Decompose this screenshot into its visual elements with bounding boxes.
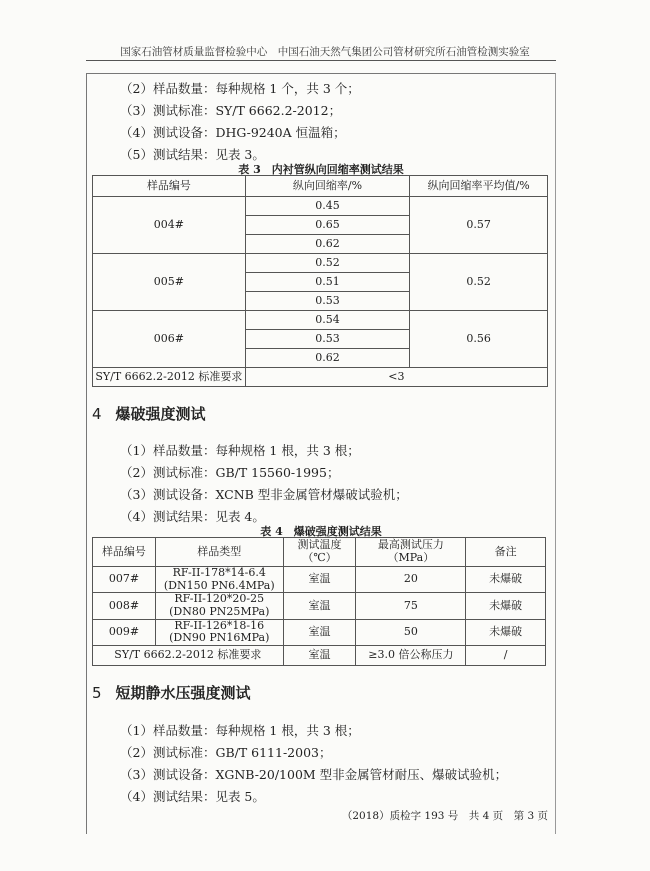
cell: [155, 593, 283, 619]
section-number: 5: [92, 684, 102, 702]
cell: 0.53: [245, 330, 410, 349]
section-title: 爆破强度测试: [115, 405, 206, 423]
sample-id: 006#: [93, 311, 246, 368]
cell: /: [466, 645, 546, 665]
cell: 室温: [283, 619, 356, 645]
th: 样品编号: [93, 176, 246, 197]
cell: 009#: [93, 619, 156, 645]
cell: 室温: [283, 593, 356, 619]
type-line: (DN80 PN25MPa): [169, 604, 270, 618]
cell: 未爆破: [466, 567, 546, 593]
cell: 0.53: [245, 292, 410, 311]
avg: 0.52: [410, 254, 548, 311]
cell: 室温: [283, 567, 356, 593]
standard-label: SY/T 6662.2-2012 标准要求: [93, 645, 284, 665]
cell: 0.52: [245, 254, 410, 273]
cell: 0.65: [245, 216, 410, 235]
cell: 20: [356, 567, 466, 593]
cell: 008#: [93, 593, 156, 619]
section-4-heading: [92, 403, 206, 424]
page-footer: （2018）质检字 193 号 共 4 页 第 3 页: [341, 810, 548, 822]
cell: 007#: [93, 567, 156, 593]
cell: 50: [356, 619, 466, 645]
th-unit: （MPa）: [387, 551, 435, 564]
section-5-heading: [92, 682, 251, 703]
th-line: 最高测试压力: [377, 538, 444, 552]
cell: 未爆破: [466, 593, 546, 619]
type-line: RF-II-120*20-25: [174, 592, 265, 606]
th-line: 测试温度: [297, 538, 342, 552]
th: 纵向回缩率/%: [245, 176, 410, 197]
sample-id: 004#: [93, 197, 246, 254]
list-item: （4）测试结果：见表 4。: [120, 509, 265, 524]
th-unit: （℃）: [302, 551, 337, 564]
cell: 0.54: [245, 311, 410, 330]
list-item: （3）测试设备：XCNB 型非金属管材爆破试验机；: [120, 487, 408, 502]
table-row: [93, 645, 546, 665]
list-item: （4）测试设备：DHG-9240A 恒温箱；: [120, 125, 346, 140]
table3-caption: 表 3 内衬管纵向回缩率测试结果: [238, 163, 404, 176]
list-item: （2）样品数量：每种规格 1 个，共 3 个；: [120, 81, 360, 96]
cell: 75: [356, 593, 466, 619]
list-item: （1）样品数量：每种规格 1 根，共 3 根；: [120, 723, 360, 738]
list-item: （5）测试结果：见表 3。: [120, 147, 265, 162]
list-item: （2）测试标准：GB/T 6111-2003；: [120, 745, 332, 760]
sample-id: 005#: [93, 254, 246, 311]
list-item: （3）测试设备：XGNB-20/100M 型非金属管材耐压、爆破试验机；: [120, 767, 508, 782]
table4-caption: 表 4 爆破强度测试结果: [260, 525, 382, 538]
th: 纵向回缩率平均值/%: [410, 176, 548, 197]
table-row: [93, 593, 546, 619]
cell: ≥3.0 倍公称压力: [356, 645, 466, 665]
type-line: RF-II-126*18-16: [174, 618, 265, 632]
cell: [155, 567, 283, 593]
section-title: 短期静水压强度测试: [115, 684, 251, 702]
cell: 未爆破: [466, 619, 546, 645]
th: [283, 538, 356, 567]
standard-value: <3: [245, 368, 547, 387]
cell: 0.62: [245, 349, 410, 368]
th: 备注: [466, 538, 546, 567]
table3: [92, 175, 548, 387]
table4: [92, 537, 546, 666]
cell: [155, 619, 283, 645]
header-divider: [86, 60, 556, 61]
type-line: (DN90 PN16MPa): [169, 631, 270, 645]
table-row: [93, 567, 546, 593]
th: 样品编号: [93, 538, 156, 567]
standard-label: SY/T 6662.2-2012 标准要求: [93, 368, 246, 387]
list-item: （1）样品数量：每种规格 1 根，共 3 根；: [120, 443, 360, 458]
list-item: （4）测试结果：见表 5。: [120, 789, 265, 804]
cell: 室温: [283, 645, 356, 665]
cell: 0.45: [245, 197, 410, 216]
page-header: 国家石油管材质量监督检验中心 中国石油天然气集团公司管材研究所石油管检测实验室: [120, 46, 530, 58]
cell: 0.62: [245, 235, 410, 254]
list-item: （3）测试标准：SY/T 6662.2-2012；: [120, 103, 342, 118]
th: [356, 538, 466, 567]
avg: 0.57: [410, 197, 548, 254]
type-line: RF-II-178*14-6.4: [172, 566, 266, 579]
type-line: (DN150 PN6.4MPa): [163, 578, 275, 592]
avg: 0.56: [410, 311, 548, 368]
th: 样品类型: [155, 538, 283, 567]
cell: 0.51: [245, 273, 410, 292]
section-number: 4: [92, 405, 102, 423]
list-item: （2）测试标准：GB/T 15560-1995；: [120, 465, 340, 480]
table-row: [93, 619, 546, 645]
